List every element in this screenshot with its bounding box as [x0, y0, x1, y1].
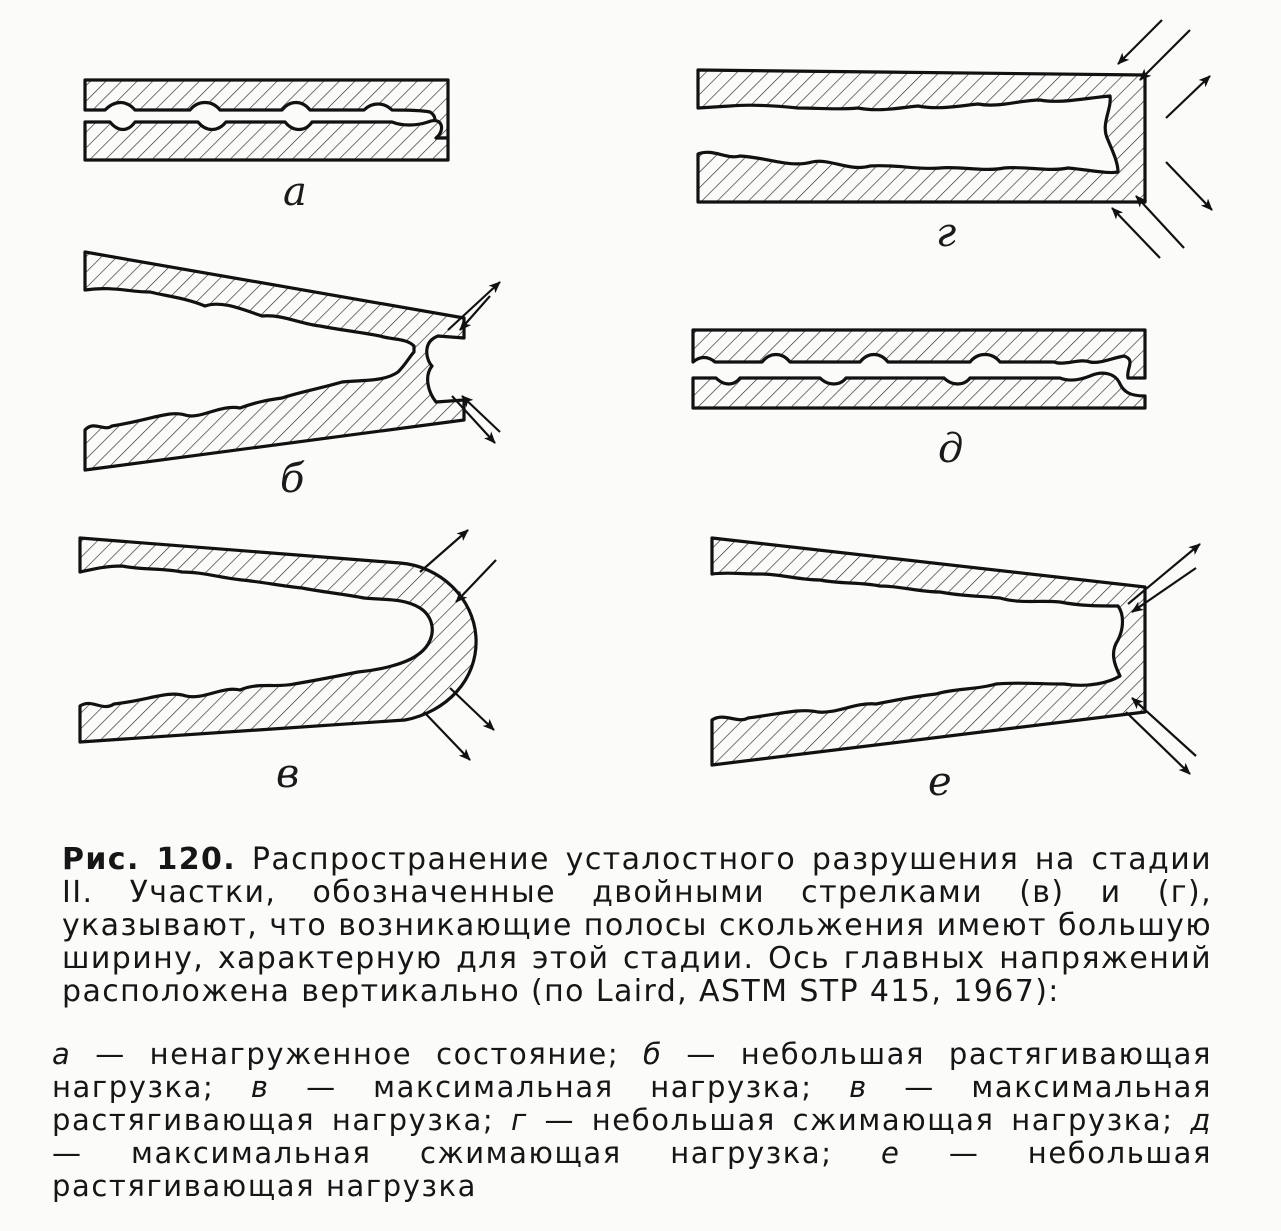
panel-b-label: б	[280, 456, 305, 502]
legend-text-v2: — максимальная растягивающая нагрузка;	[52, 1070, 1212, 1137]
panel-g	[698, 70, 1145, 256]
panel-d-lower-half	[693, 373, 1145, 408]
panel-d-label: д	[938, 426, 964, 472]
legend-text-e: — небольшая растягивающая нагрузка	[52, 1136, 1212, 1203]
panel-a-lower-half	[85, 121, 448, 160]
arrow	[1166, 162, 1212, 210]
panel-g-label: г	[936, 210, 957, 256]
panel-d-upper-half	[693, 330, 1145, 378]
legend-key-b: б	[643, 1037, 663, 1071]
legend-key-a: а	[52, 1037, 72, 1071]
panel-e-label: е	[928, 759, 952, 805]
panel-e-v-shape	[712, 538, 1145, 765]
panel-v	[80, 538, 476, 797]
arrow	[456, 560, 496, 602]
panel-a	[85, 80, 448, 215]
legend-text-b: — небольшая растягивающая нагрузка;	[52, 1037, 1212, 1104]
panel-a-label: а	[283, 169, 307, 215]
legend-key-e: е	[881, 1136, 901, 1170]
figure-legend	[52, 1038, 1212, 1203]
arrow	[1166, 76, 1210, 118]
panel-g-upper-arm	[698, 70, 1145, 202]
arrow	[1118, 20, 1162, 64]
legend-text-g: — небольшая сжимающая нагрузка;	[527, 1103, 1191, 1137]
panel-b	[85, 252, 464, 502]
legend-key-d: д	[1190, 1103, 1212, 1137]
arrow	[448, 282, 500, 330]
arrow	[460, 296, 490, 330]
panel-e	[712, 538, 1145, 805]
panel-v-label: в	[276, 751, 300, 797]
panel-v-u-shape	[80, 538, 476, 742]
figure-number: Рис. 120.	[62, 842, 237, 877]
caption-text: Распространение усталостного разрушения на стадии II. Участки, обозначенные двойными стрелками (в) и (г), указывают, что возникающие полосы скольжения имеют большую ширину, характерную для этой стадии. Ось главных напряжений расположена вертикально (по Laird, ASTM STP 415, 1967):	[62, 842, 1212, 1009]
legend-text-a: — ненагруженное состояние;	[71, 1037, 644, 1071]
arrow	[424, 712, 470, 760]
arrow	[450, 688, 494, 730]
legend-key-g: г	[510, 1103, 528, 1137]
figure-caption	[62, 843, 1212, 1008]
arrow	[1140, 30, 1190, 80]
legend-key-v1: в	[250, 1070, 270, 1104]
legend-key-v2: в	[849, 1070, 868, 1104]
legend-text-v1: — максимальная нагрузка;	[269, 1070, 850, 1104]
legend-text-d: — максимальная сжимающая нагрузка;	[52, 1136, 881, 1170]
panel-d	[693, 330, 1145, 472]
arrow	[420, 530, 468, 572]
panel-b-upper-arm	[85, 252, 464, 470]
